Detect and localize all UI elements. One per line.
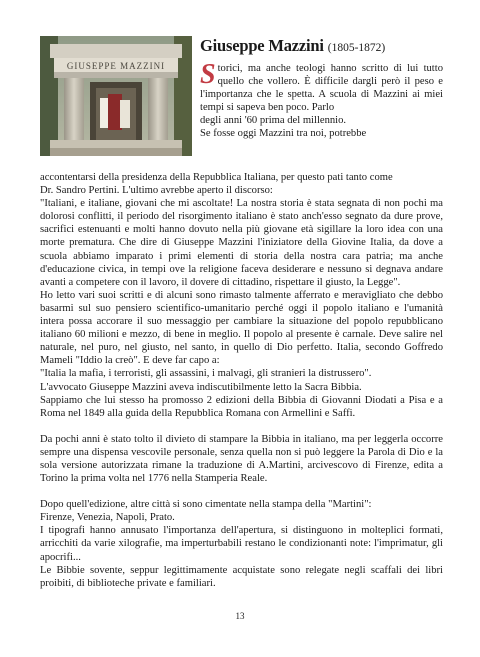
text-line: Dr. Sandro Pertini. L'ultimo avrebbe aperto il discorso: xyxy=(40,185,273,197)
drop-cap: S xyxy=(200,59,216,90)
text-line: accontentarsi della presidenza della Repubblica Italiana, per questo pati tanto come xyxy=(40,172,393,183)
text-line: Sappiamo che lui stesso ha promosso 2 edizioni della Bibbia di Giovanni Diodati a xyxy=(40,394,405,406)
title-name: Giuseppe Mazzini xyxy=(200,36,324,55)
text-line: l'iniziatore della Giovine Italia, da dove a scuola abbiamo imparato i primi elementi xyxy=(40,237,443,262)
intro-line: Se fosse oggi Mazzini tra noi, potrebbe xyxy=(200,128,367,140)
text-line: Da pochi anni è stato tolto il divieto di stampare la Bibbia in italiano, ma per leggerla xyxy=(40,433,409,445)
text-line: arcivescovo di Firenze, edita a Torino la prima volta nel 1776 nella Stamperia Reale. xyxy=(40,459,443,485)
text-line: di Dio perfetto. Italia, secondo Goffredo Mameli "Iddio la creò". E deve far capo a: xyxy=(40,342,444,367)
text-line: Pisa e a Roma nel 1849 alla guida della Repubblica Romana con Armellini e Saffi. xyxy=(40,394,443,419)
text-line: formati, arricchiti da varie xilografie, ma imperturbabili restano le condizionanti note: xyxy=(40,525,443,550)
text-line: segnato da dure prove, sacrifici estenuanti e molti hanno dovuto nella più giovane età xyxy=(40,211,443,236)
text-line: Dopo quell'edizione, altre città si sono cimentate nella stampa della "Martini": xyxy=(40,499,372,511)
text-line: lavoro, il dovere di cittadino, rispettare il giusto, la Legge". xyxy=(149,276,401,288)
text-line: Firenze, Venezia, Napoli, Prato. xyxy=(40,512,175,524)
page-number: 13 xyxy=(235,611,245,621)
text-line: pochi ma dolorosi conflitti, il periodo del risorgimento italiano è stato anch'esso xyxy=(40,198,443,223)
text-line: "Italia la mafia, i terroristi, gli assassini, i malvagi, gli stranieri la distrussero". xyxy=(40,368,372,380)
intro-line: peso e l'importanza che le spetta. A scuola di xyxy=(200,76,443,101)
intro-line: Mazzini ai miei tempi si sapeva ben poco. Parlo xyxy=(200,89,443,114)
inscription-text: GIUSEPPE MAZZINI xyxy=(66,61,166,71)
text-line: libri proibiti, di biblioteche private e familiari. xyxy=(40,564,443,589)
body-paragraph-1 xyxy=(40,171,443,420)
intro-paragraph xyxy=(200,59,443,141)
intro-line: torici, ma anche teologi hanno scritto di lui xyxy=(217,63,419,74)
text-line: I tipografi hanno annusato l'importanza dell'apertura, si distinguono in molteplici xyxy=(40,525,405,537)
text-line: Le Bibbie sovente, seppur legittimamente acquistate sono relegate negli scaffali dei xyxy=(40,564,421,576)
paragraph-gap xyxy=(40,485,443,498)
mausoleum-photo xyxy=(40,36,192,156)
text-line: religione faceva desiderare e nessuno si degnava andare avanti a competere con il xyxy=(40,263,443,288)
text-line: che debbo basarmi sul suo pensiero scientifico-umanitario perché oggi il popolo xyxy=(40,289,443,314)
body-text xyxy=(40,171,443,590)
text-line: Parola di Dio e la sola versione autorizzata rimane la traduzione di A.Martini, xyxy=(40,446,443,471)
paragraph-gap xyxy=(40,420,443,433)
text-line: presente è carnale. Deve salire nel naturale, nel puro, nel giusto, nel santo, in quello xyxy=(40,329,443,354)
text-line: italiano e l'umanità intera possa accorare il suo messaggio per cambiare la situazione xyxy=(40,302,444,328)
text-line: sigillare la loro idea con una morte prematura. Che dire di Giuseppe Mazzini xyxy=(40,224,443,249)
title-years: (1805-1872) xyxy=(327,42,386,54)
text-line: Ho letto vari suoi scritti e di alcuni sono rimasto talmente afferrato e meravigliato xyxy=(40,289,396,301)
intro-line: tutto quello che vollero. È difficile dargli però il xyxy=(217,63,443,88)
text-line: l'imprimatur, gli apocrifi... xyxy=(40,538,444,563)
text-line: L'avvocato Giuseppe Mazzini aveva indiscutibilmente letto la Sacra Bibbia. xyxy=(40,381,362,393)
body-paragraph-2 xyxy=(40,433,443,485)
text-line: di storia della nostra cara patria; ma anche d'educazione civica, in tempi ove la xyxy=(40,250,443,275)
text-line: "Italiani, e italiane, giovani che mi ascoltate! La nostra storia è stata segnata di non xyxy=(40,198,400,210)
text-line: occorre sempre una dispensa vescovile personale, senza quella non si può leggere la xyxy=(40,433,443,458)
article-title xyxy=(200,36,440,56)
text-line: del popolo repubblicano italiano 60 milioni e mezzo, di bene in meglio. Il popolo al xyxy=(40,316,443,341)
body-paragraph-3 xyxy=(40,498,443,590)
intro-line: degli anni '60 prima del millennio. xyxy=(200,115,347,127)
